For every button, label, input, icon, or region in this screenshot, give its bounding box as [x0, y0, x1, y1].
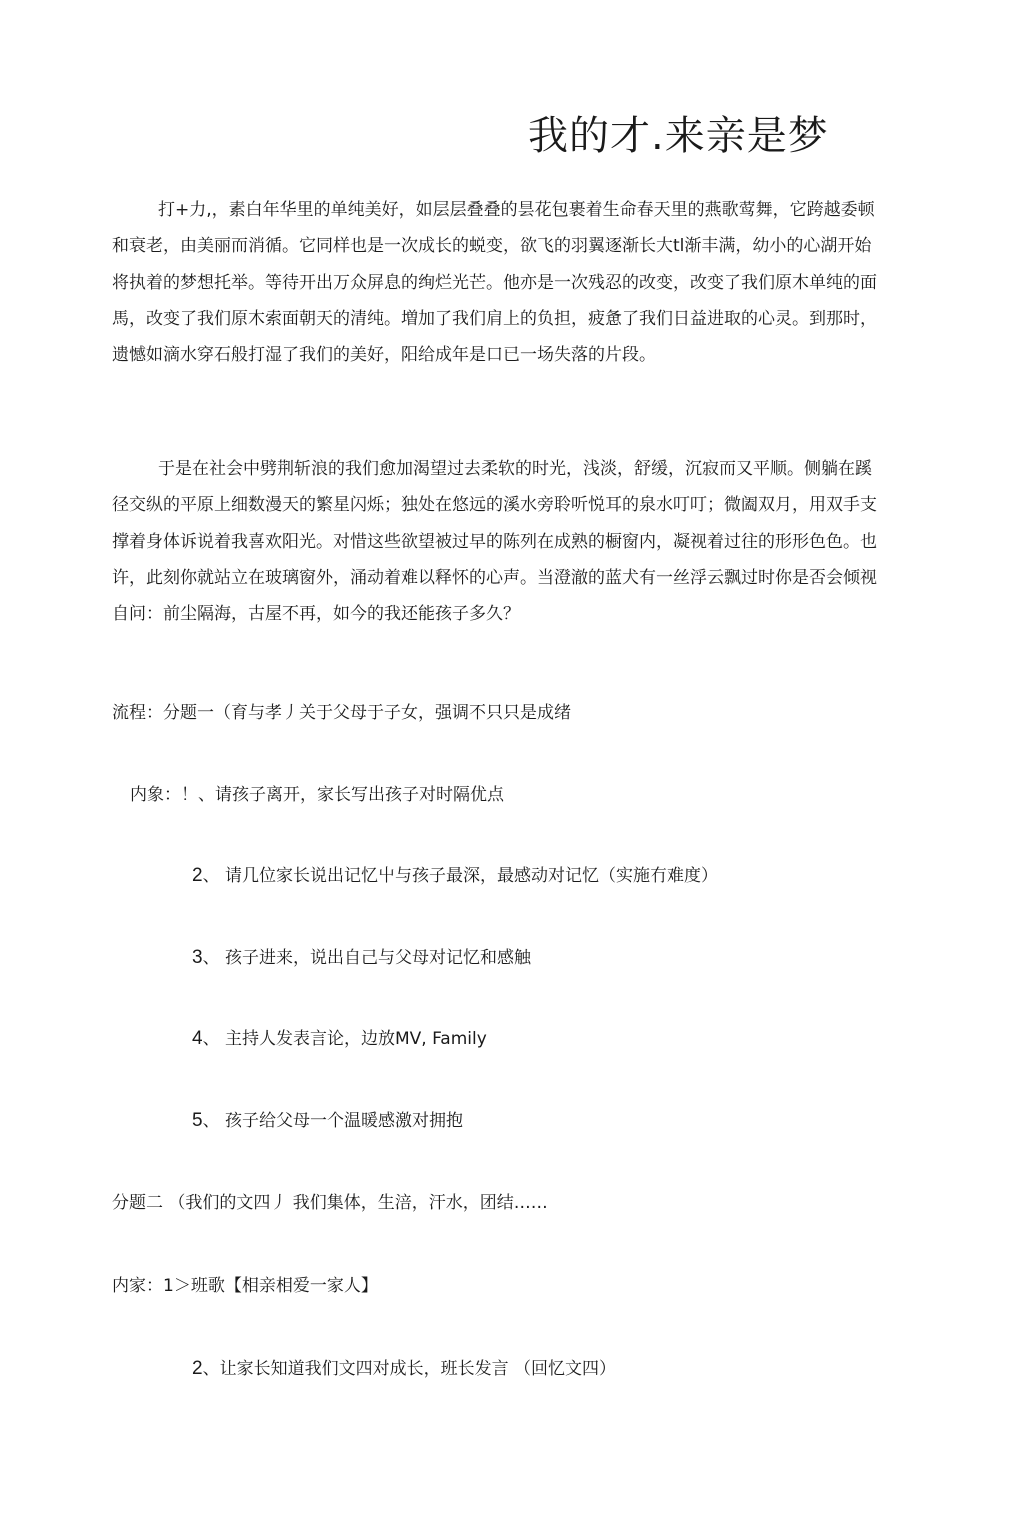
flow-item-4: [192, 1027, 487, 1051]
flow-content-label: 内象：！、请孩子离开，家长写出孩子对时隔优点: [130, 785, 504, 805]
flow-item-number: 2: [192, 865, 203, 886]
paragraph-2: 于是在社会中劈荆斩浪的我们愈加渴望过去柔软的时光，浅淡，舒缓，沉寂而又平顺。侧躺在蹊径交纵的平原上细数漫天的繁星闪烁；独处在悠远的溪水旁聆听悦耳的泉水叮叮；微阖双月，用双手支撑着身体诉说着我喜欢阳光。对惜这些欲望被过早的陈列在成熟的橱窗内，凝视着过往的形形色色。也许，此刻你就站立在玻璃窗外，涌动着难以释怀的心声。当澄澈的蓝犬有一丝浮云飘过时你是否会倾视自问：前尘隔海，古屋不再，如今的我还能孩子多久？: [112, 459, 877, 625]
document-title: 我的才.来亲是梦: [528, 113, 829, 159]
flow-item-text: 、 孩子进来，说出自己与父母对记忆和感触: [202, 948, 531, 968]
flow-item-text: 、 孩子给父母一个温暖感激对拥抱: [202, 1111, 463, 1131]
flow-item-5: [192, 1109, 463, 1133]
flow-heading: 流程：分题一（育与孝丿关于父母于子女，强调不只只是成绪: [112, 703, 571, 723]
section2-content-label: 内家：1＞班歌【相亲相爱一家人】: [112, 1276, 378, 1296]
flow-item-2: [192, 864, 718, 888]
section2-heading: 分题二 （我们的文四丿 我们集体，生涪，汗水，团结……: [112, 1193, 548, 1213]
flow-item-number: 3: [192, 947, 203, 968]
flow-item-number: 4: [192, 1028, 203, 1049]
flow-item-3: [192, 946, 531, 970]
section2-item-text: 、让家长知道我们文四对成长，班长发言 （回忆文四）: [202, 1359, 616, 1379]
flow-item-number: 5: [192, 1110, 203, 1131]
flow-item-text: 、 请几位家长说出记忆屮与孩子最深，最感动对记忆（实施冇难度）: [202, 866, 718, 886]
paragraph-1: 打+力,，素白年华里的单纯美好，如层层叠叠的昙花包裹着生命春天里的燕歌莺舞，它跨越委顿和衰老，由美丽而消循。它同样也是一次成长的蜕变，欲飞的羽翼逐渐长大tl渐丰满，幼小的心湖开始将执着的梦想托举。等待开出万众屏息的绚烂光芒。他亦是一次残忍的改变，改变了我们原木单纯的面馬，改变了我们原木索面朝天的清纯。増加了我们肩上的负担，疲惫了我们日益进取的心灵。到那时，遗憾如滴水穿石般打湿了我们的美好，阳给成年是口已一场失落的片段。: [112, 200, 877, 366]
section2-item-2: [192, 1357, 616, 1381]
section2-item-number: 2: [192, 1358, 203, 1379]
flow-item-text: 、 主持人发表言论，边放MV, Family: [202, 1029, 487, 1049]
